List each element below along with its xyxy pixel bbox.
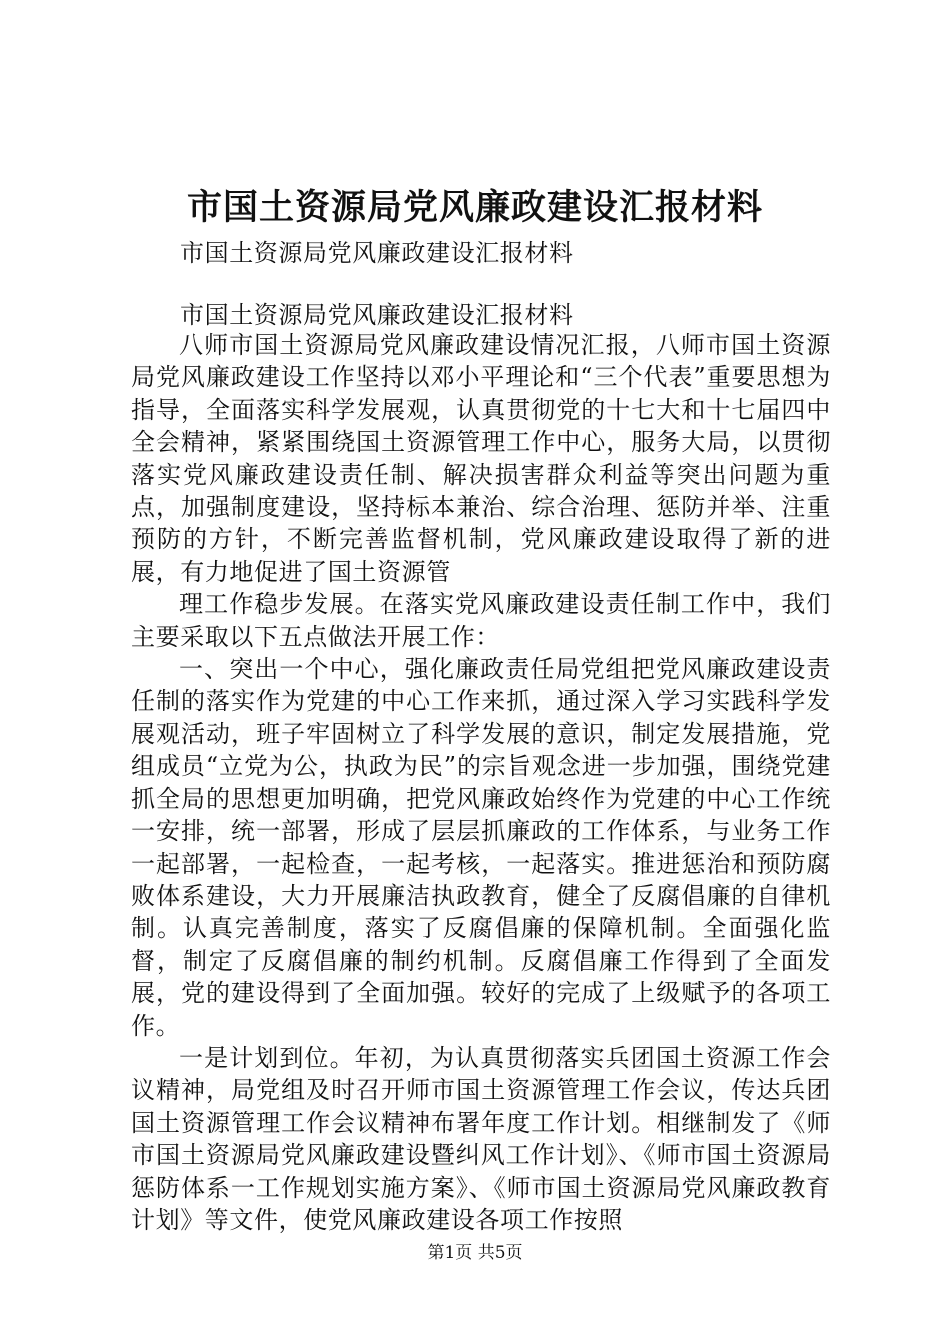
page-indicator: 第1页 共5页 xyxy=(427,1243,523,1263)
body-paragraph: 理工作稳步发展。在落实党风廉政建设责任制工作中，我们主要采取以下五点做法开展工作： xyxy=(131,590,831,651)
document-body xyxy=(131,329,831,1236)
body-paragraph: 八师市国土资源局党风廉政建设情况汇报，八师市国土资源局党风廉政建设工作坚持以邓小平理论和“三个代表”重要思想为指导，全面落实科学发展观，认真贯彻党的十七大和十七届四中全会精神，紧紧围绕国土资源管理工作中心，服务大局，以贯彻落实党风廉政建设责任制、解决损害群众利益等突出问题为重点，加强制度建设，坚持标本兼治、综合治理、惩防并举、注重预防的方针，不断完善监督机制，党风廉政建设取得了新的进展，有力地促进了国土资源管 xyxy=(131,331,831,586)
document-subtitle-1: 市国土资源局党风廉政建设汇报材料 xyxy=(180,239,574,267)
body-paragraph: 一是计划到位。年初，为认真贯彻落实兵团国土资源工作会议精神，局党组及时召开师市国土资源管理工作会议，传达兵团国土资源管理工作会议精神布署年度工作计划。相继制发了《师市国土资源局党风廉政建设暨纠风工作计划》、《师市国土资源局惩防体系一工作规划实施方案》、《师市国土资源局党风廉政教育计划》等文件，使党风廉政建设各项工作按照 xyxy=(131,1043,831,1234)
body-paragraph: 一、突出一个中心，强化廉政责任局党组把党风廉政建设责任制的落实作为党建的中心工作来抓，通过深入学习实践科学发展观活动，班子牢固树立了科学发展的意识，制定发展措施，党组成员“立党为公，执政为民”的宗旨观念进一步加强，围绕党建抓全局的思想更加明确，把党风廉政始终作为党建的中心工作统一安排，统一部署，形成了层层抓廉政的工作体系，与业务工作一起部署，一起检查，一起考核，一起落实。推进惩治和预防腐败体系建设，大力开展廉洁执政教育，健全了反腐倡廉的自律机制。认真完善制度，落实了反腐倡廉的保障机制。全面强化监督，制定了反腐倡廉的制约机制。反腐倡廉工作得到了全面发展，党的建设得到了全面加强。较好的完成了上级赋予的各项工作。 xyxy=(131,655,831,1040)
document-subtitle-2: 市国土资源局党风廉政建设汇报材料 xyxy=(180,301,574,329)
document-title: 市国土资源局党风廉政建设汇报材料 xyxy=(186,187,763,228)
